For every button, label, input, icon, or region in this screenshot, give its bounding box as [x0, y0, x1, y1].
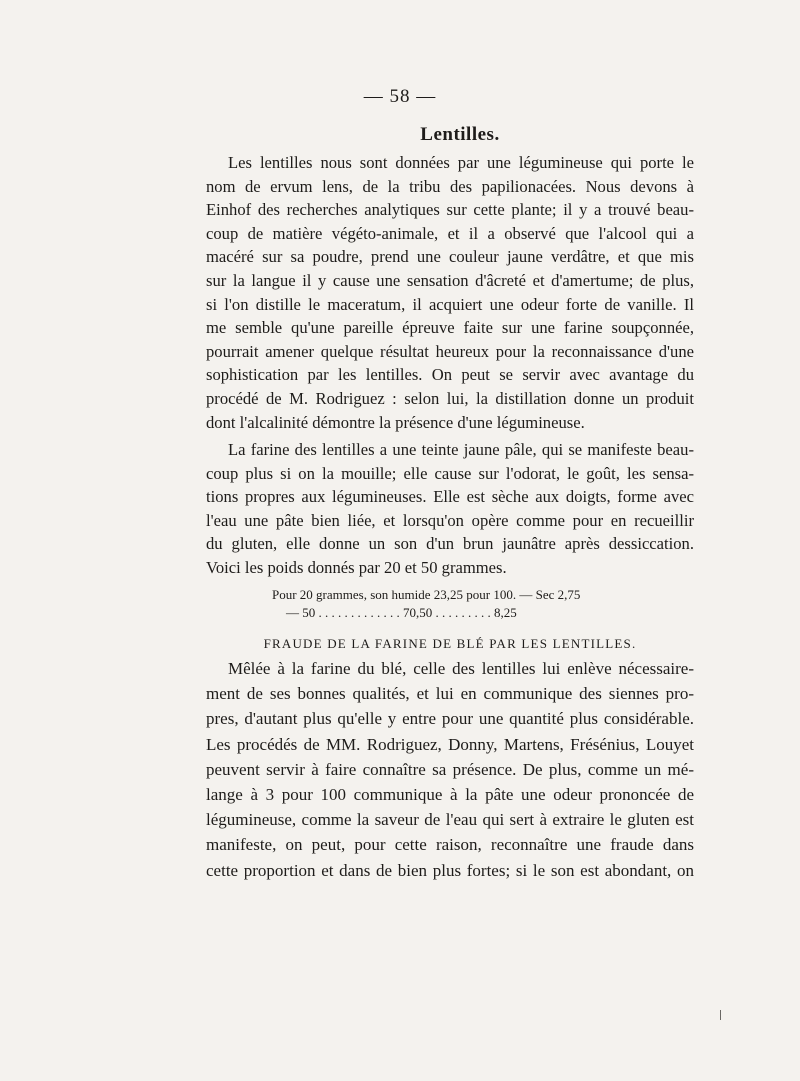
text-line: Les procédés de MM. Rodriguez, Donny, Martens, Frésénius, Louyet — [206, 734, 694, 754]
page-number: — 58 — — [363, 86, 437, 107]
margin-mark — [720, 1010, 721, 1020]
text-line: procédé de M. Rodriguez : selon lui, la distillation donne un produit — [206, 388, 694, 408]
measurement-row: Pour 20 grammes, son humide 23,25 pour 100. — Sec 2,75 — [272, 587, 581, 602]
text-line: l'eau une pâte bien liée, et lorsqu'on opère comme pour en recueillir — [206, 510, 694, 530]
text-line: peuvent servir à faire connaître sa présence. De plus, comme un mé- — [206, 759, 694, 779]
text-line: légumineuse, comme la saveur de l'eau qui sert à extraire le gluten est — [206, 810, 694, 830]
text-line: nom de ervum lens, de la tribu des papilionacées. Nous devons à — [206, 176, 694, 196]
text-line: coup plus si on la mouille; elle cause sur l'odorat, le goût, les sensa- — [206, 463, 694, 483]
text-line: lange à 3 pour 100 communique à la pâte une odeur prononcée de — [206, 784, 694, 804]
text-line: macéré sur sa poudre, prend une couleur jaune verdâtre, et que mis — [206, 247, 694, 267]
text-line: Einhof des recherches analytiques sur cette plante; il y a trouvé beau- — [206, 200, 694, 220]
text-line: Voici les poids donnés par 20 et 50 grammes. — [206, 557, 507, 577]
text-line: cette proportion et dans de bien plus fortes; si le son est abondant, on — [206, 860, 694, 880]
text-line: tions propres aux légumineuses. Elle est sèche aux doigts, forme avec — [206, 487, 694, 507]
text-line: dont l'alcalinité démontre la présence d'une légumineuse. — [206, 412, 585, 432]
text-line: coup de matière végéto-animale, et il a observé que l'alcool qui a — [206, 223, 694, 243]
paragraph-3 — [206, 656, 694, 883]
measurement-row: — 50 . . . . . . . . . . . . . 70,50 . . . . . . . . . 8,25 — [286, 605, 517, 620]
text-line: ment de ses bonnes qualités, et lui en communique des siennes pro- — [206, 684, 694, 704]
text-line: sur la langue il y cause une sensation d'âcreté et d'amertume; de plus, — [206, 270, 694, 290]
text-line: pourrait amener quelque résultat heureux pour la reconnaissance d'une — [206, 341, 694, 361]
section-title: Lentilles. — [420, 124, 500, 145]
paragraph-2 — [206, 438, 694, 580]
text-line: manifeste, on peut, pour cette raison, reconnaître une fraude dans — [206, 835, 694, 855]
text-line: Les lentilles nous sont données par une légumineuse qui porte le — [228, 153, 694, 172]
text-line: Mêlée à la farine du blé, celle des lentilles lui enlève nécessaire- — [228, 659, 694, 678]
text-line: du gluten, elle donne un son d'un brun jaunâtre après dessiccation. — [206, 534, 694, 554]
text-line: pres, d'autant plus qu'elle y entre pour une quantité plus considérable. — [206, 709, 694, 729]
text-line: si l'on distille le maceratum, il acquiert une odeur forte de vanille. Il — [206, 294, 694, 314]
text-line: sophistication par les lentilles. On peut se servir avec avantage du — [206, 365, 694, 385]
paragraph-1 — [206, 151, 694, 434]
subheading: FRAUDE DE LA FARINE DE BLÉ PAR LES LENTILLES. — [263, 636, 637, 651]
measurement-table — [272, 586, 622, 622]
text-line: me semble qu'une pareille épreuve faite sur une farine soupçonnée, — [206, 318, 694, 338]
text-line: La farine des lentilles a une teinte jaune pâle, qui se manifeste beau- — [228, 440, 694, 459]
